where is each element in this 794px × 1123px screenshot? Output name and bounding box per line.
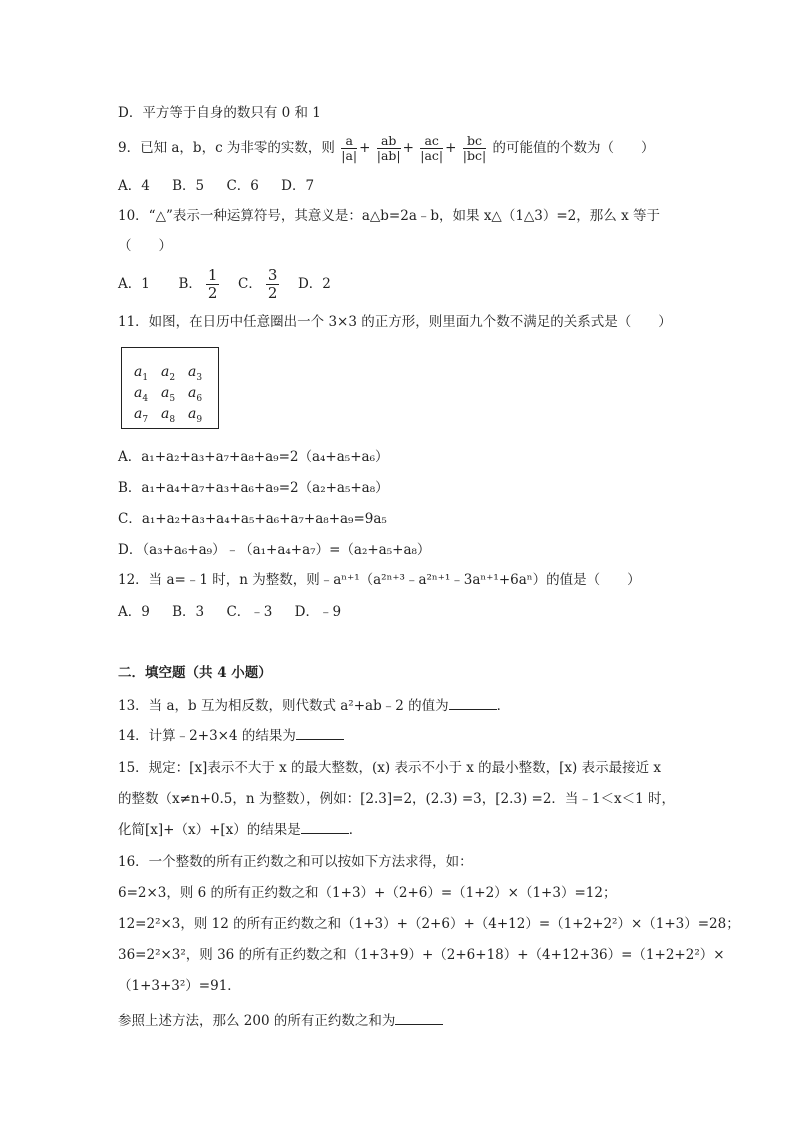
q12-option-b: B．3 xyxy=(172,604,205,620)
calendar-grid-figure xyxy=(121,347,219,429)
q12-option-c: C．﹣3 xyxy=(226,604,273,620)
grid-cell: $a_7$ xyxy=(134,406,149,425)
grid-cell: $a_8$ xyxy=(161,406,176,425)
q9-stem xyxy=(118,134,655,163)
q9-option-d: D．7 xyxy=(281,178,315,194)
q13-stem: 13．当 a，b 互为相反数，则代数式 a²+ab﹣2 的值为 ． xyxy=(118,698,511,714)
plus-sign: + xyxy=(402,140,414,156)
plus-sign: + xyxy=(445,140,457,156)
q12-options xyxy=(118,603,359,621)
plus-sign: + xyxy=(359,140,371,156)
q11-option-a: A．a₁+a₂+a₃+a₇+a₈+a₉=2（a₄+a₅+a₆） xyxy=(118,449,389,465)
answer-blank xyxy=(301,821,349,834)
q10-stem-line1: 10．“△”表示一种运算符号，其意义是：a△b=2a﹣b，如果 x△（1△3）=2，那么 x 等于 xyxy=(118,208,660,224)
answer-blank xyxy=(449,697,497,710)
answer-blank xyxy=(296,727,344,740)
q11-option-d: D．（a₃+a₆+a₉）﹣（a₁+a₄+a₇）=（a₂+a₅+a₈） xyxy=(118,542,431,558)
q9-frac-ac: ac | ac | xyxy=(420,134,443,163)
q10-stem-line2: （ ） xyxy=(118,238,172,254)
q9-option-a: A．4 xyxy=(118,178,150,194)
q12-option-d: D．﹣9 xyxy=(294,604,342,620)
q12-stem: 12．当 a=﹣1 时，n 为整数，则﹣aⁿ⁺¹（a²ⁿ⁺³﹣a²ⁿ⁺¹﹣3aⁿ⁺¹+6aⁿ）的值是（ ） xyxy=(118,572,641,588)
section-2-title: 二．填空题（共 4 小题） xyxy=(118,665,272,681)
q10-option-b-fraction: $\frac{1}{2}$ xyxy=(207,266,218,302)
q9-frac-bc: bc | bc | xyxy=(463,134,486,163)
q9-prefix: 9．已知 a，b，c 为非零的实数，则 xyxy=(118,140,335,156)
q10-options xyxy=(118,267,331,302)
q8-option-d: D．平方等于自身的数只有 0 和 1 xyxy=(118,105,321,121)
grid-cell: $a_2$ xyxy=(161,364,176,383)
q16-line5: （1+3+3²）=91． xyxy=(118,978,241,994)
q11-stem: 11．如图，在日历中任意圈出一个 3×3 的正方形，则里面九个数不满足的关系式是（ ） xyxy=(118,314,672,330)
q9-option-b: B．5 xyxy=(172,178,205,194)
q11-option-c: C．a₁+a₂+a₃+a₄+a₅+a₆+a₇+a₈+a₉=9a₅ xyxy=(118,511,387,527)
q10-option-a: A．1 xyxy=(118,276,150,292)
q15-line1: 15．规定：[x]表示不大于 x 的最大整数，(x) 表示不小于 x 的最小整数，[x) 表示最接近 x xyxy=(118,760,661,776)
q10-option-c-label: C． xyxy=(238,276,262,292)
q9-option-c: C．6 xyxy=(226,178,259,194)
q15-line3: 化简[x]+（x）+[x）的结果是 ． xyxy=(118,822,363,838)
q10-option-b-label: B． xyxy=(178,276,202,292)
q9-frac-ab: ab | ab | xyxy=(377,134,401,163)
grid-cell: $a_4$ xyxy=(134,385,149,404)
q12-option-a: A．9 xyxy=(118,604,150,620)
q9-suffix: 的可能值的个数为（ ） xyxy=(492,140,655,156)
q9-frac-a: a | a | xyxy=(341,134,357,163)
q16-line3: 12=2²×3，则 12 的所有正约数之和（1+3）+（2+6）+（4+12）=（1+2+2²）×（1+3）=28； xyxy=(118,916,740,932)
q16-line4: 36=2²×3²，则 36 的所有正约数之和（1+3+9）+（2+6+18）+（4+12+36）=（1+2+2²）× xyxy=(118,947,725,963)
q14-stem: 14．计算﹣2+3×4 的结果为 xyxy=(118,727,344,745)
q9-options xyxy=(118,177,332,195)
q10-option-c-fraction: $\frac{3}{2}$ xyxy=(267,266,278,302)
q16-line2: 6=2×3，则 6 的所有正约数之和（1+3）+（2+6）=（1+2）×（1+3）=12； xyxy=(118,885,617,901)
q16-line6: 参照上述方法，那么 200 的所有正约数之和为 xyxy=(118,1012,443,1030)
grid-cell: $a_3$ xyxy=(188,364,203,383)
grid-cell: $a_6$ xyxy=(188,385,203,404)
q15-line2: 的整数（x≠n+0.5，n 为整数），例如：[2.3]=2，(2.3) =3，[2.3) =2．当﹣1＜x＜1 时， xyxy=(118,791,676,807)
calendar-grid xyxy=(134,364,215,423)
answer-blank xyxy=(395,1012,443,1025)
grid-cell: $a_1$ xyxy=(134,364,149,383)
q10-option-d: D．2 xyxy=(297,276,331,292)
grid-cell: $a_9$ xyxy=(188,406,203,425)
q11-option-b: B．a₁+a₄+a₇+a₃+a₆+a₉=2（a₂+a₅+a₈） xyxy=(118,480,389,496)
grid-cell: $a_5$ xyxy=(161,385,176,404)
q16-line1: 16．一个整数的所有正约数之和可以按如下方法求得，如： xyxy=(118,854,473,870)
